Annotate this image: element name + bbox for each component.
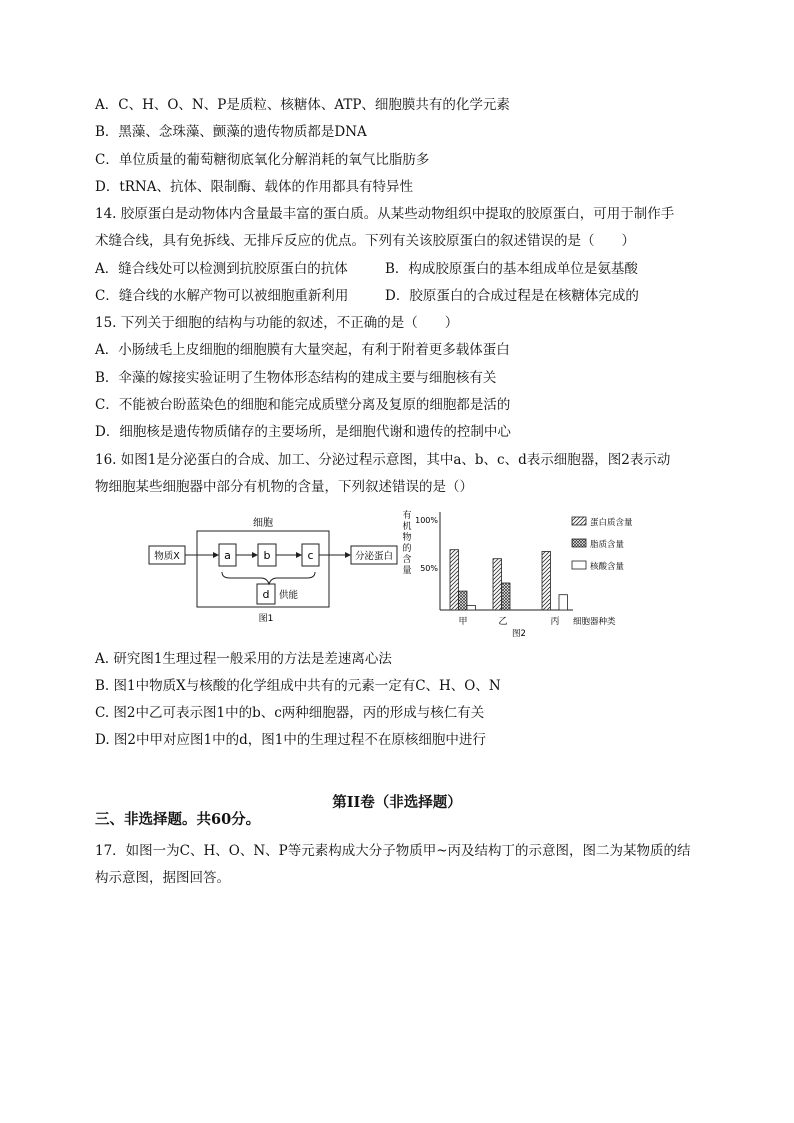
q14-stem-line1: 14. 胶原蛋白是动物体内含量最丰富的蛋白质。从某些动物组织中提取的胶原蛋白，可用于制作手 [95,206,675,222]
legend-label: 核酸含量 [590,562,625,572]
cell-label: 细胞 [253,518,273,529]
figure-1-diagram [140,512,402,630]
y-axis-label-char: 有 [402,511,412,521]
legend-swatch [572,517,586,525]
q17-line2: 构示意图，据图回答。 [95,870,230,886]
q13-option-b: B．黑藻、念珠藻、颤藻的遗传物质都是DNA [95,124,367,140]
q14-stem-line2: 术缝合线，具有免拆线、无排斥反应的优点。下列有关该胶原蛋白的叙述错误的是（ ） [95,233,635,249]
q15-option-b: B．伞藻的嫁接实验证明了生物体形态结构的建成主要与细胞核有关 [95,370,497,386]
section-title: 第II卷（非选择题） [332,794,462,811]
bar-1-1 [450,550,459,610]
q16-option-b: B. 图1中物质X与核酸的化学组成中共有的元素一定有C、H、O、N [95,678,501,694]
q14-option-c: C．缝合线的水解产物可以被细胞重新利用 [95,288,349,304]
organelle-a-label: a [224,549,231,562]
energy-label: 供能 [279,590,299,601]
bar-1-2 [459,591,468,610]
legend-swatch [572,539,586,547]
q16-stem-line2: 物细胞某些细胞器中部分有机物的含量，下列叙述错误的是（） [95,479,473,495]
arrowhead-c-to-output [345,552,351,558]
bar-3-1 [542,552,551,611]
bar-1-3 [467,606,476,611]
figure-2-caption: 图2 [512,629,526,639]
x-category-label: 丙 [550,617,560,627]
q16-stem-line1: 16. 如图1是分泌蛋白的合成、加工、分泌过程示意图，其中a、b、c、d表示细胞器，图2表示动 [95,452,671,468]
arrowhead-b-to-c [296,552,302,558]
q14-option-d: D．胶原蛋白的合成过程是在核糖体完成的 [385,288,639,304]
input-label: 物质X [154,551,180,562]
y-tick-50: 50% [420,564,438,573]
bar-2-2 [502,583,511,610]
bar-2-1 [493,559,502,610]
y-axis-label [402,509,411,576]
legend-swatch [572,561,586,569]
figure-2-bar-chart [395,506,670,640]
y-axis-label-char: 量 [402,566,412,576]
section-heading: 三、非选择题。共60分。 [95,811,261,828]
arrowhead-a-to-b [252,552,258,558]
bar-3-3 [559,595,568,610]
q17-line1: 17．如图一为C、H、O、N、P等元素构成大分子物质甲~丙及结构丁的示意图，图二为某物质的结 [95,843,691,859]
organelle-d-label: d [262,588,270,601]
x-category-label: 甲 [458,617,468,627]
q14-option-a: A．缝合线处可以检测到抗胶原蛋白的抗体 [95,261,348,277]
y-axis-label-char: 的 [402,544,412,554]
figure-1-caption: 图1 [258,614,274,624]
x-category-label: 乙 [498,617,508,627]
q16-option-d: D. 图2中甲对应图1中的d，图1中的生理过程不在原核细胞中进行 [95,732,486,748]
chart-legend [572,517,633,572]
x-axis-label: 细胞器种类 [573,617,616,627]
organelle-b-label: b [263,549,271,562]
q16-option-a: A. 研究图1生理过程一般采用的方法是差速离心法 [95,651,392,667]
y-axis-label-char: 含 [402,555,412,565]
energy-brace [222,572,315,584]
organelle-c-label: c [307,549,314,562]
q13-option-a: A．C、H、O、N、P是质粒、核糖体、ATP、细胞膜共有的化学元素 [95,97,510,113]
y-axis-label-char: 物 [402,533,412,543]
y-tick-100: 100% [415,516,438,525]
q15-stem: 15. 下列关于细胞的结构与功能的叙述，不正确的是（ ） [95,315,459,331]
q14-option-b: B．构成胶原蛋白的基本组成单位是氨基酸 [385,261,638,277]
q15-option-d: D．细胞核是遗传物质储存的主要场所，是细胞代谢和遗传的控制中心 [95,424,511,440]
legend-label: 蛋白质含量 [590,518,633,528]
arrowhead-x-to-a [213,552,219,558]
legend-label: 脂质含量 [590,540,625,550]
q15-option-c: C．不能被台盼蓝染色的细胞和能完成质壁分离及复原的细胞都是活的 [95,397,511,413]
q15-option-a: A．小肠绒毛上皮细胞的细胞膜有大量突起，有利于附着更多载体蛋白 [95,342,510,358]
q13-option-d: D．tRNA、抗体、限制酶、载体的作用都具有特异性 [95,179,413,195]
y-axis-label-char: 机 [402,522,412,532]
output-label: 分泌蛋白 [354,551,394,562]
q16-option-c: C. 图2中乙可表示图1中的b、c两种细胞器，丙的形成与核仁有关 [95,705,485,721]
q13-option-c: C．单位质量的葡萄糖彻底氧化分解消耗的氧气比脂肪多 [95,152,430,168]
